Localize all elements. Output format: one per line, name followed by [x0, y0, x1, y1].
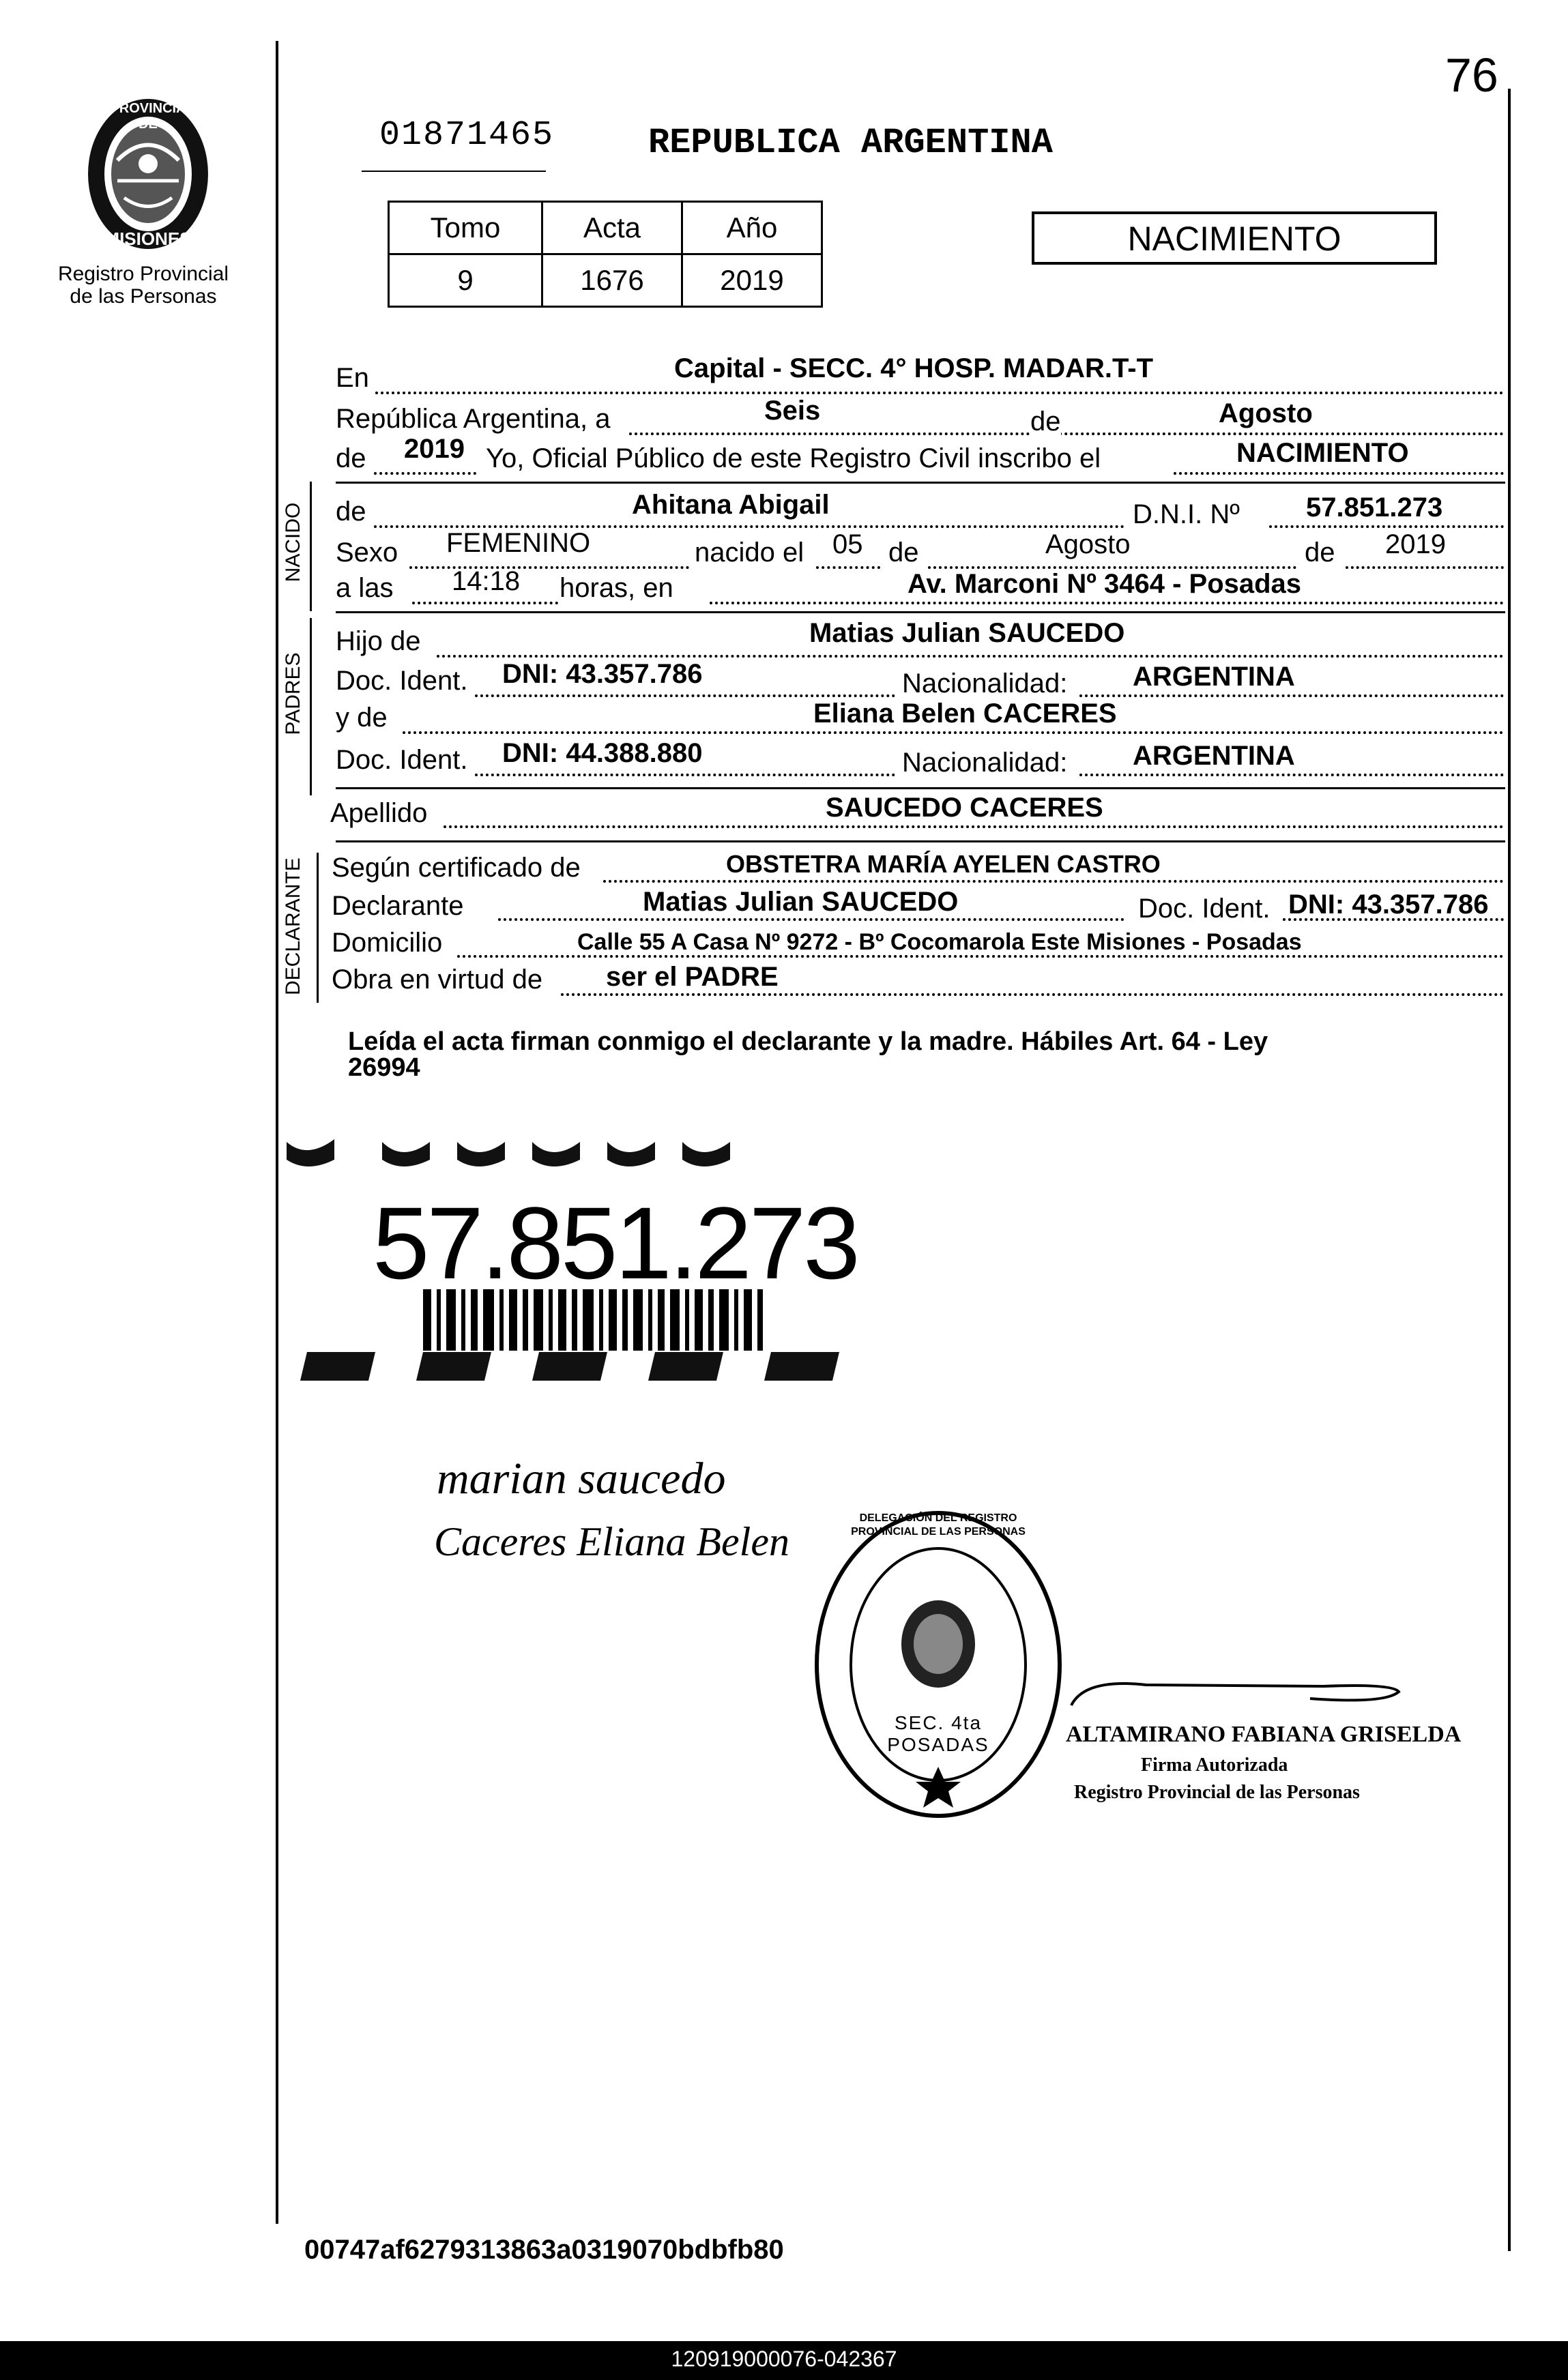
decl-doc-label: Doc. Ident.: [1138, 894, 1271, 924]
obra-value: ser el PADRE: [606, 962, 779, 992]
sticker-dni-number: 57.851.273: [373, 1186, 858, 1300]
dots: [816, 566, 880, 569]
footer-code: 120919000076-042367: [671, 2347, 897, 2371]
signature-mother: Caceres Eliana Belen: [434, 1519, 789, 1564]
anio-header: Año: [682, 202, 822, 254]
mother-doc-label: Doc. Ident.: [336, 745, 468, 775]
dots: [412, 602, 558, 604]
birth-day: 05: [832, 529, 863, 559]
doc-type-label: NACIMIENTO: [1127, 220, 1341, 258]
intro-rule: [336, 482, 1505, 484]
father-doc-label: Doc. Ident.: [336, 666, 468, 696]
hijo-label: Hijo de: [336, 626, 421, 656]
en-label: En: [336, 363, 369, 393]
page-number: 76: [1445, 48, 1498, 102]
father-doc: DNI: 43.357.786: [502, 659, 703, 689]
certifier: OBSTETRA MARÍA AYELEN CASTRO: [726, 850, 1161, 878]
tomo-header: Tomo: [389, 202, 542, 254]
dots: [561, 993, 1504, 996]
signature-father: marian saucedo: [437, 1454, 726, 1503]
intro-place: Capital - SECC. 4° HOSP. MADAR.T-T: [674, 353, 1154, 383]
dots: [475, 774, 895, 776]
dots: [629, 432, 1504, 435]
sexo-label: Sexo: [336, 538, 398, 568]
mother-doc: DNI: 44.388.880: [502, 738, 703, 768]
mother-nationality: ARGENTINA: [1133, 741, 1295, 771]
address: Calle 55 A Casa Nº 9272 - Bº Cocomarola Este Misiones - Posadas: [577, 929, 1302, 955]
child-name: Ahitana Abigail: [632, 490, 830, 520]
child-sex: FEMENINO: [446, 528, 591, 558]
stamp-ring-text: DELEGACIÓN DEL REGISTRO PROVINCIAL DE LAS PERSONAS: [851, 1512, 1026, 1538]
child-dni: 57.851.273: [1306, 493, 1443, 523]
left-margin-line: [276, 41, 278, 2224]
dots: [444, 825, 1504, 828]
record-table: [388, 201, 823, 308]
birth-year: 2019: [1385, 529, 1446, 559]
official-signature-mark: [1064, 1664, 1406, 1712]
registry-line2: de las Personas: [70, 285, 217, 308]
horas-label: horas, en: [560, 573, 673, 603]
father-nat-label: Nacionalidad:: [902, 669, 1068, 699]
dots: [1346, 566, 1504, 569]
doc-type-box: [1032, 211, 1437, 265]
country-title: REPUBLICA ARGENTINA: [648, 123, 1053, 163]
acta-value: 1676: [542, 254, 682, 307]
birth-time: 14:18: [452, 566, 521, 596]
acta-header: Acta: [542, 202, 682, 254]
declarant-name: Matias Julian SAUCEDO: [643, 887, 959, 917]
cert-label: Según certificado de: [332, 853, 581, 883]
domicilio-label: Domicilio: [332, 928, 443, 958]
mother-nat-label: Nacionalidad:: [902, 748, 1068, 778]
dots: [374, 472, 476, 475]
seal-bottom-text: MISIONES: [104, 229, 192, 249]
intro-de-label2: de: [336, 443, 366, 473]
dots: [1079, 694, 1504, 697]
intro-event: NACIMIENTO: [1236, 438, 1409, 468]
father-name: Matias Julian SAUCEDO: [809, 618, 1125, 648]
tomo-value: 9: [389, 254, 542, 307]
yde-label: y de: [336, 703, 388, 733]
seal-top-text: PROVINCIA DE: [110, 101, 186, 132]
registry-line1: Registro Provincial: [57, 263, 229, 285]
intro-month: Agosto: [1219, 398, 1313, 428]
nacido-de-label3: de: [1305, 538, 1335, 568]
dots: [403, 731, 1504, 734]
dni-label: D.N.I. Nº: [1133, 499, 1240, 529]
apellido-label: Apellido: [330, 798, 428, 828]
birth-month: Agosto: [1045, 529, 1131, 559]
dots: [375, 392, 1504, 394]
father-nationality: ARGENTINA: [1133, 662, 1295, 692]
declarant-doc: DNI: 43.357.786: [1288, 890, 1489, 920]
republic-label: República Argentina, a: [336, 404, 611, 434]
intro-year: 2019: [404, 434, 465, 464]
padres-bracket: [310, 618, 312, 795]
dots: [498, 918, 1124, 921]
official-office: Registro Provincial de las Personas: [1074, 1782, 1360, 1803]
control-underline: [362, 171, 546, 172]
mother-name: Eliana Belen CACERES: [813, 699, 1117, 729]
apellido-rule: [336, 840, 1505, 842]
officer-text: Yo, Oficial Público de este Registro Civil inscribo el: [486, 443, 1101, 473]
intro-day: Seis: [764, 396, 821, 426]
legal-note-line2: 26994: [348, 1053, 420, 1082]
obra-label: Obra en virtud de: [332, 965, 543, 995]
alas-label: a las: [336, 573, 394, 603]
declarante-label: Declarante: [332, 891, 464, 921]
dots: [1079, 774, 1504, 776]
dots: [710, 602, 1504, 604]
nacido-rule: [336, 611, 1505, 613]
declarante-bracket: [317, 853, 319, 1003]
nacido-bracket: [310, 482, 312, 611]
stamp-icon: [812, 1508, 1064, 1821]
official-role: Firma Autorizada: [1141, 1754, 1288, 1776]
intro-de-label: de: [1030, 407, 1061, 437]
dots: [1174, 472, 1504, 475]
control-number: 01871465: [379, 116, 555, 155]
dots: [475, 694, 895, 697]
nacido-section-label: NACIDO: [282, 502, 304, 583]
stamp-inner-text: SEC. 4ta POSADAS: [887, 1712, 989, 1755]
dots: [603, 880, 1504, 883]
padres-section-label: PADRES: [282, 652, 304, 735]
anio-value: 2019: [682, 254, 822, 307]
document-hash: 00747af6279313863a0319070bdbfb80: [304, 2235, 784, 2265]
nacido-de-label: de: [336, 497, 366, 527]
surname: SAUCEDO CACERES: [826, 793, 1103, 823]
nacido-de-label2: de: [888, 538, 919, 568]
dni-sticker: [280, 1132, 880, 1392]
legal-note-line1: Leída el acta firman conmigo el declarante y la madre. Hábiles Art. 64 - Ley: [348, 1027, 1268, 1056]
declarante-section-label: DECLARANTE: [282, 857, 304, 995]
official-stamp: [812, 1508, 1064, 1821]
birth-place: Av. Marconi Nº 3464 - Posadas: [908, 569, 1302, 599]
padres-rule: [336, 787, 1505, 789]
dots: [437, 655, 1504, 658]
province-seal: [76, 96, 220, 259]
dots: [1269, 525, 1504, 528]
nacido-el-label: nacido el: [695, 538, 804, 568]
right-margin-line: [1508, 89, 1511, 2251]
signature-scribble: [1064, 1664, 1406, 1712]
official-name: ALTAMIRANO FABIANA GRISELDA: [1066, 1722, 1462, 1747]
